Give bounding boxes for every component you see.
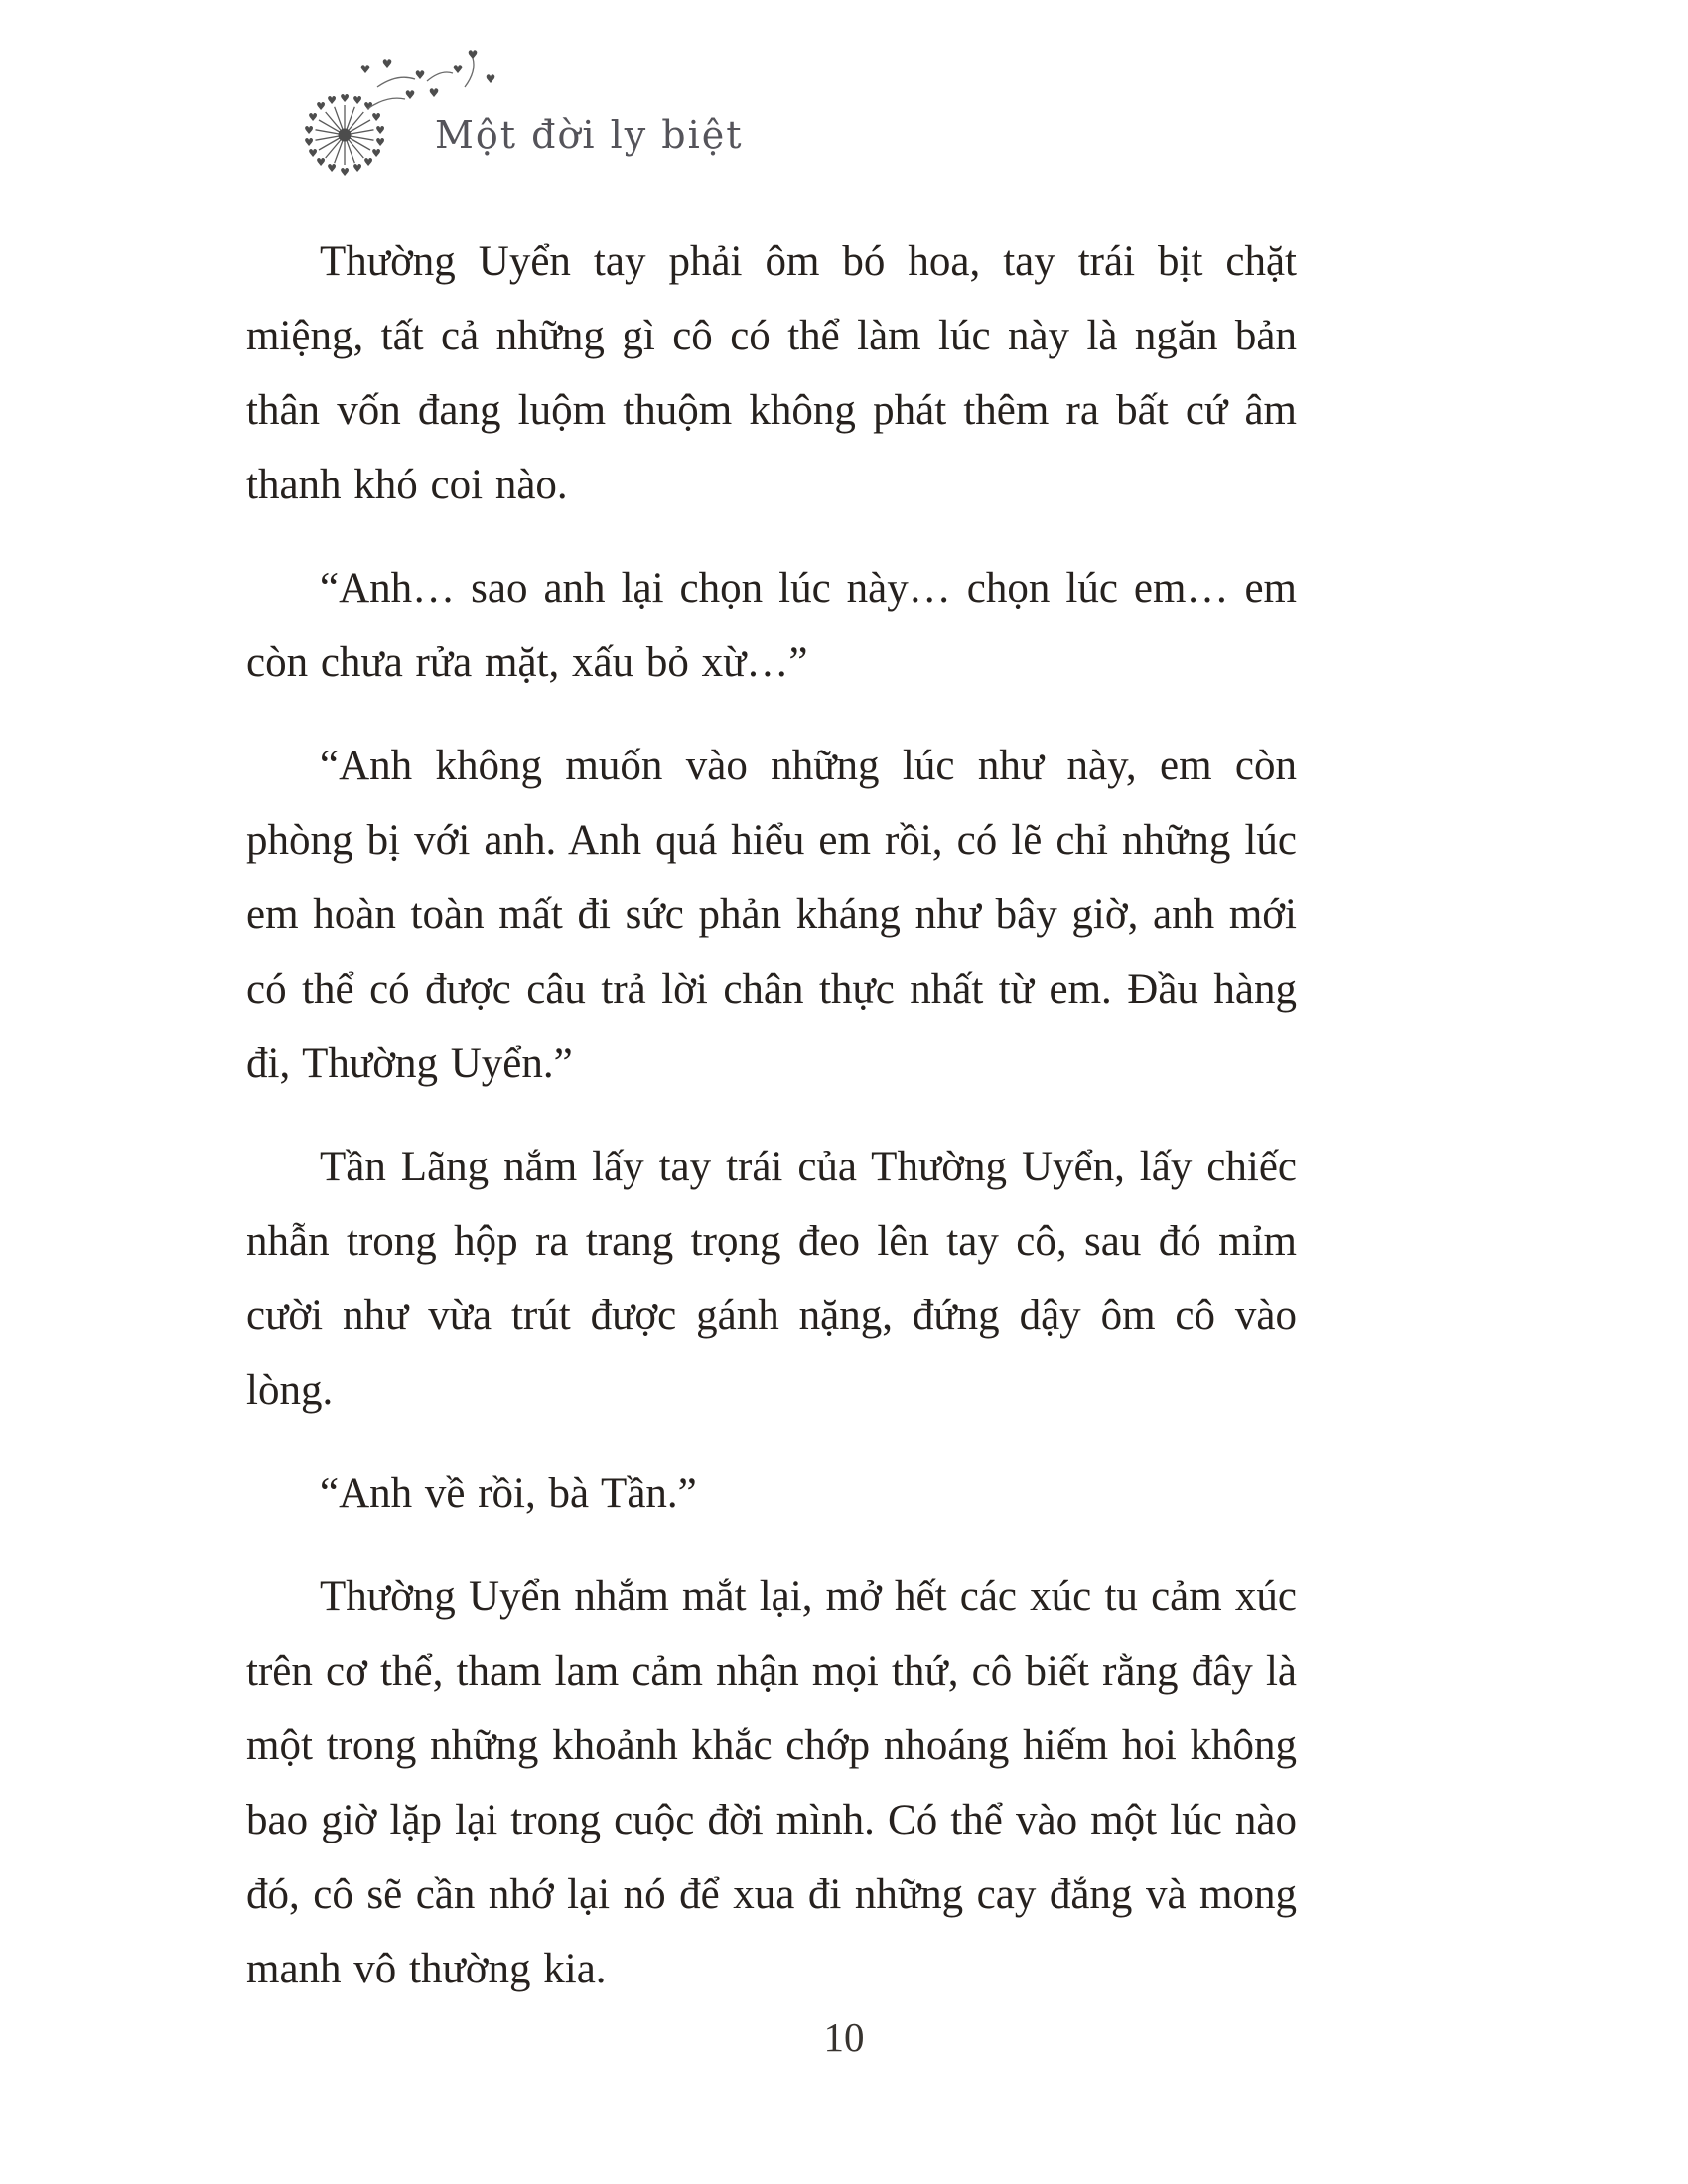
svg-text:♥: ♥	[308, 111, 318, 124]
paragraph-5: “Anh về rồi, bà Tần.”	[320, 1470, 697, 1517]
svg-text:♥: ♥	[340, 166, 350, 179]
svg-text:♥: ♥	[485, 72, 496, 86]
svg-text:♥: ♥	[381, 57, 393, 70]
svg-text:♥: ♥	[371, 147, 381, 160]
svg-text:♥: ♥	[375, 124, 385, 137]
svg-text:♥: ♥	[327, 94, 337, 107]
svg-text:♥: ♥	[316, 156, 326, 169]
svg-text:♥: ♥	[304, 136, 314, 149]
svg-text:♥: ♥	[467, 48, 479, 62]
svg-text:♥: ♥	[352, 162, 362, 175]
svg-text:♥: ♥	[375, 136, 385, 149]
svg-text:♥: ♥	[359, 63, 371, 76]
page-body	[246, 224, 1297, 2035]
svg-text:♥: ♥	[340, 92, 350, 105]
svg-text:♥: ♥	[363, 156, 373, 169]
paragraph-4: Tần Lãng nắm lấy tay trái của Thường Uyển, lấy chiếc nhẫn trong hộp ra trang trọng đeo lên tay cô, sau đó mỉm cười như vừa trút được gánh nặng, đứng dậy ôm cô vào lòng.	[246, 1144, 1297, 1414]
paragraph-1: Thường Uyển tay phải ôm bó hoa, tay trái bịt chặt miệng, tất cả những gì cô có thể làm lúc này là ngăn bản thân vốn đang luộm thuộm không phát thêm ra bất cứ âm thanh khó coi nào.	[246, 238, 1297, 508]
svg-text:♥: ♥	[363, 100, 373, 113]
svg-text:♥: ♥	[352, 94, 362, 107]
paragraph-3: “Anh không muốn vào những lúc như này, em còn phòng bị với anh. Anh quá hiểu em rồi, có lẽ chỉ những lúc em hoàn toàn mất đi sức phản kháng như bây giờ, anh mới có thể có được câu trả lời chân thực nhất từ em. Đầu hàng đi, Thường Uyển.”	[246, 743, 1297, 1087]
paragraph-2: “Anh… sao anh lại chọn lúc này… chọn lúc em… em còn chưa rửa mặt, xấu bỏ xừ…”	[246, 565, 1297, 686]
svg-text:♥: ♥	[316, 100, 326, 113]
svg-text:♥: ♥	[414, 68, 426, 82]
svg-text:♥: ♥	[371, 111, 381, 124]
svg-text:♥: ♥	[428, 86, 440, 100]
page-number: 10	[823, 2014, 865, 2060]
svg-text:♥: ♥	[304, 124, 314, 137]
running-title: Một đời ly biệt	[435, 113, 744, 157]
svg-text:♥: ♥	[327, 162, 337, 175]
paragraph-6: Thường Uyển nhắm mắt lại, mở hết các xúc tu cảm xúc trên cơ thể, tham lam cảm nhận mọi thứ, cô biết rằng đây là một trong những khoảnh khắc chớp nhoáng hiếm hoi không bao giờ lặp lại trong cuộc đời mình. Có thể vào một lúc nào đó, cô sẽ cần nhớ lại nó để xua đi những cay đắng và mong manh vô thường kia.	[246, 1573, 1297, 1992]
svg-text:♥: ♥	[452, 63, 464, 76]
svg-text:♥: ♥	[404, 88, 416, 102]
svg-text:♥: ♥	[308, 147, 318, 160]
page-header	[0, 0, 1688, 199]
